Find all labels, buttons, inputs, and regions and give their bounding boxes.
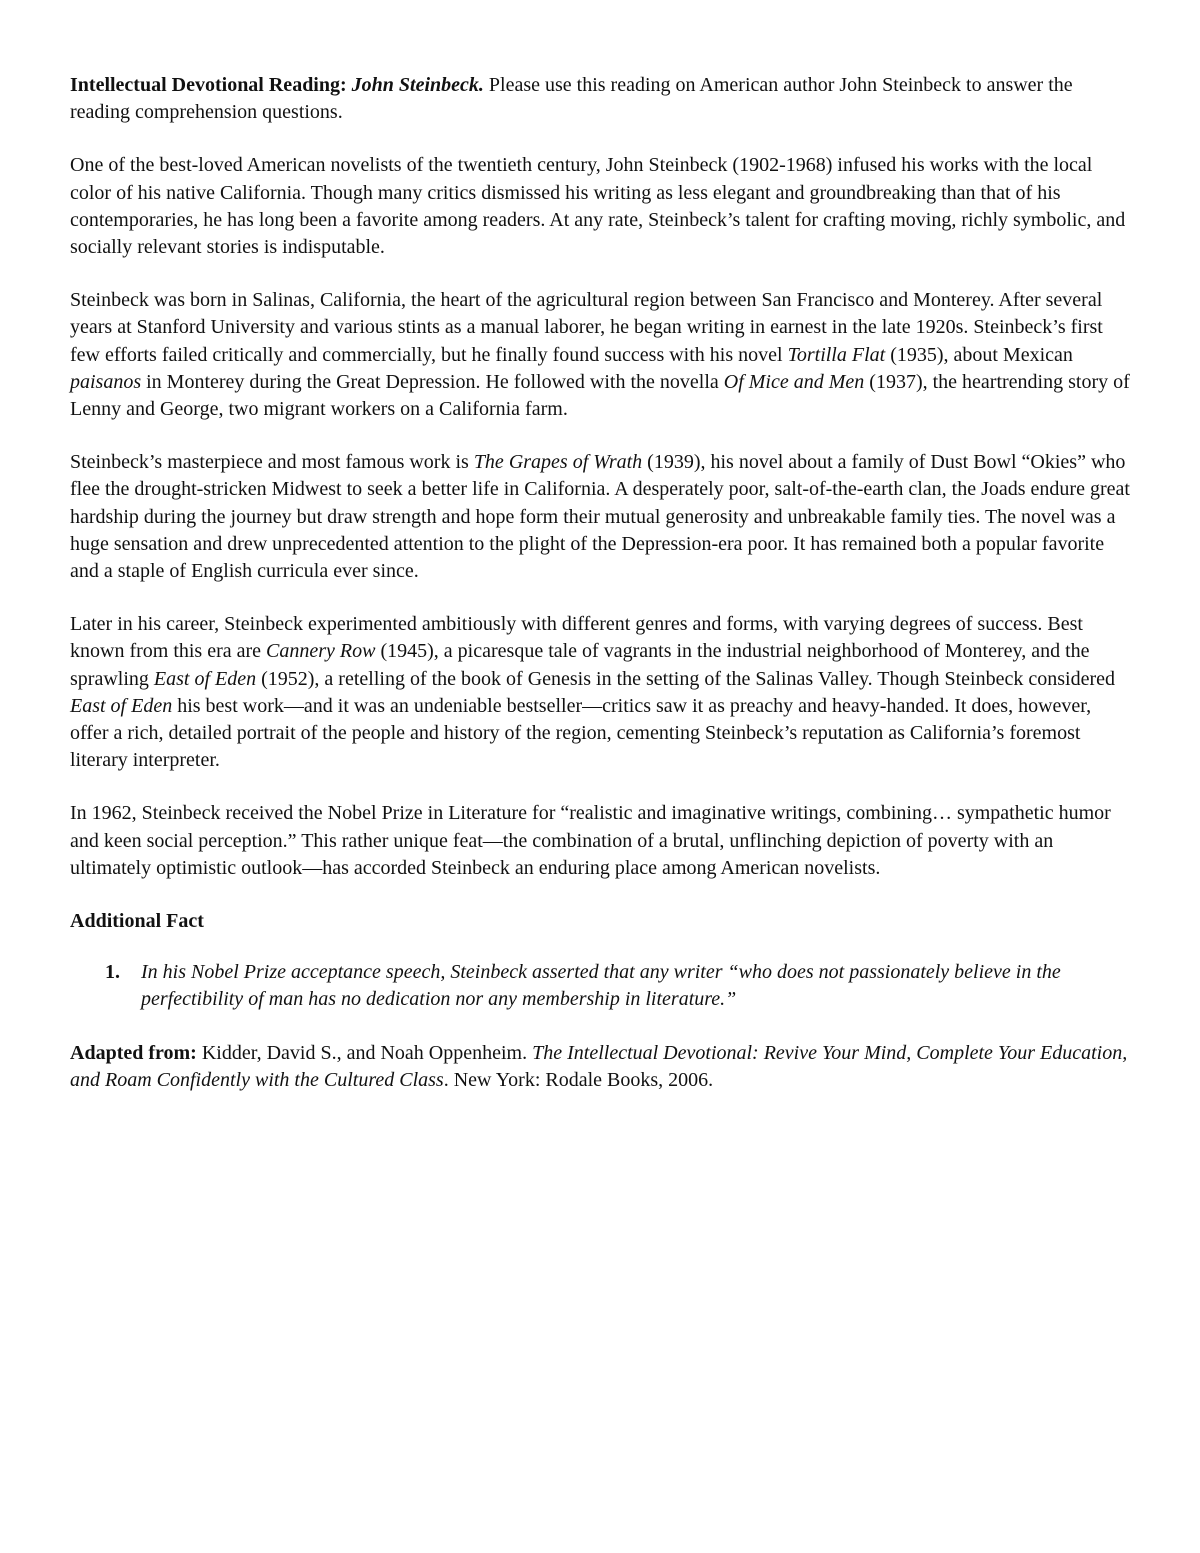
paragraph-2: Steinbeck was born in Salinas, California, the heart of the agricultural region between San Francisco and Monterey. After several years at Stanford University and various stints as a manual laborer, he began writing in earnest in the late 1920s. Steinbeck’s first few efforts failed critically and commercially, but he finally found success with his novel Tortilla Flat (1935), about Mexican paisanos in Monterey during the Great Depression. He followed with the novella Of Mice and Men (1937), the heartrending story of Lenny and George, two migrant workers on a California farm. (70, 289, 1130, 421)
citation-publisher: . New York: Rodale Books, 2006. (443, 1068, 714, 1091)
reading-subject: John Steinbeck. (351, 74, 484, 96)
paragraph-5: In 1962, Steinbeck received the Nobel Prize in Literature for “realistic and imaginative writings, combining… sympathetic humor and keen social perception.” This rather unique feat—the combination of a brutal, unflinching depiction of poverty with an ultimately optimistic outlook—has accorded Steinbeck an enduring place among American novelists. (70, 802, 1111, 879)
paragraph-1: One of the best-loved American novelists of the twentieth century, John Steinbeck (1902-1968) infused his works with the local color of his native California. Though many critics dismissed his writing as less elegant and groundbreaking than that of his contemporaries, he has long been a favorite among readers. At any rate, Steinbeck’s talent for crafting moving, richly symbolic, and socially relevant stories is indisputable. (70, 154, 1126, 259)
reading-title: Intellectual Devotional Reading: (70, 74, 347, 96)
additional-fact-list (70, 959, 1132, 1013)
paragraph-4: Later in his career, Steinbeck experimented ambitiously with different genres and forms, with varying degrees of success. Best known from this era are Cannery Row (1945), a picaresque tale of vagrants in the industrial neighborhood of Monterey, and the sprawling East of Eden (1952), a retelling of the book of Genesis in the setting of the Salinas Valley. Though Steinbeck considered East of Eden his best work—and it was an undeniable bestseller—critics saw it as preachy and heavy-handed. It does, however, offer a rich, detailed portrait of the people and history of the region, cementing Steinbeck’s reputation as California’s foremost literary interpreter. (70, 613, 1115, 772)
citation-authors: Kidder, David S., and Noah Oppenheim. (196, 1041, 533, 1064)
reading-document (70, 72, 1132, 1120)
book-title-grapes-of-wrath: The Grapes of Wrath (473, 451, 643, 474)
book-title-east-of-eden: East of Eden (153, 667, 257, 690)
list-item-number: 1. (105, 961, 120, 984)
list-item-text: In his Nobel Prize acceptance speech, Steinbeck asserted that any writer “who does not passionately believe in the perfectibility of man has no dedication nor any membership in literature.” (141, 961, 1061, 1011)
citation-book-title: The Intellectual Devotional: Revive Your Mind, Complete Your Education, and Roam Confidently with the Cultured Class (70, 1041, 1128, 1091)
paragraph-3: Steinbeck’s masterpiece and most famous work is The Grapes of Wrath (1939), his novel about a family of Dust Bowl “Okies” who flee the drought-stricken Midwest to seek a better life in California. A desperately poor, salt-of-the-earth clan, the Joads endure great hardship during the journey but draw strength and hope form their mutual generosity and unbreakable family ties. The novel was a huge sensation and drew unprecedented attention to the plight of the Depression-era poor. It has remained both a popular favorite and a staple of English curricula ever since. (70, 451, 1130, 583)
intro-text: Please use this reading on American author John Steinbeck to answer the reading comprehension questions. (70, 74, 1073, 124)
list-item (70, 959, 1132, 1013)
intro-paragraph (70, 72, 1132, 126)
book-title-cannery-row: Cannery Row (266, 640, 376, 663)
book-title-of-mice-and-men: Of Mice and Men (723, 370, 865, 393)
citation (70, 1040, 1132, 1094)
book-title-east-of-eden-second: East of Eden (70, 694, 173, 717)
citation-label: Adapted from: (70, 1041, 197, 1064)
additional-fact-heading: Additional Fact (70, 910, 204, 933)
term-paisanos: paisanos (70, 370, 142, 393)
book-title-tortilla-flat: Tortilla Flat (787, 343, 886, 366)
